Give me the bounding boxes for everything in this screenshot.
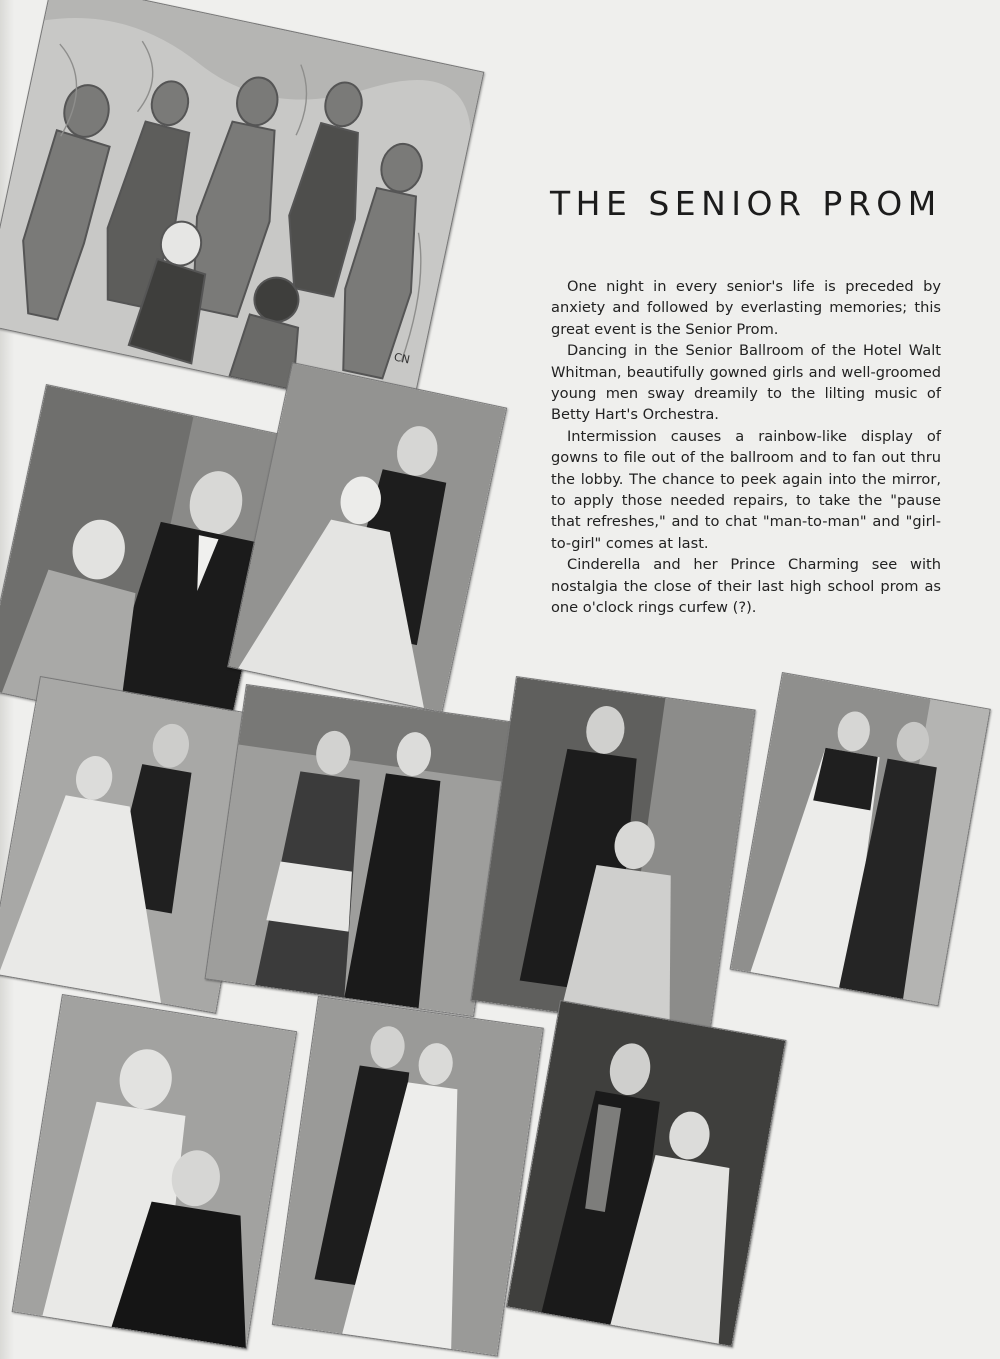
article-paragraph: Cinderella and her Prince Charming see with nostalgia the close of their last high school prom as one o'clock rings curfew (?). [551, 556, 941, 617]
prom-photo-4 [205, 684, 516, 1017]
article-paragraph: Intermission causes a rainbow-like display of gowns to file out of the ballroom and to fan out thru the lobby. The chance to peek again into the mirror, to apply those needed repairs, to take the "pause that refreshes," and to chat "man-to-man" and "girl-to-girl" comes at last. [551, 427, 941, 552]
couple-photo-icon [228, 363, 506, 712]
article-paragraph: One night in every senior's life is preceded by anxiety and followed by everlasting memories; this great event is the Senior Prom. [551, 278, 941, 338]
couple-photo-icon [471, 677, 754, 1033]
couple-photo-icon [507, 1001, 785, 1346]
couple-photo-icon [206, 685, 515, 1016]
prom-photo-8 [272, 996, 544, 1357]
artist-signature: CN [392, 350, 412, 367]
article-body [551, 276, 941, 619]
prom-photo-2 [227, 362, 507, 713]
prom-photo-9 [506, 1000, 787, 1347]
prom-photo-6 [730, 672, 991, 1006]
page-title: THE SENIOR PROM [550, 184, 942, 223]
dancers-sketch-icon [0, 0, 483, 415]
couple-photo-icon [13, 995, 296, 1348]
prom-photo-7 [12, 994, 297, 1349]
couple-photo-icon [273, 997, 543, 1355]
dancers-sketch-illustration [0, 0, 484, 416]
couple-photo-icon [731, 673, 990, 1005]
article-paragraph: Dancing in the Senior Ballroom of the Hotel Walt Whitman, beautifully gowned girls and well-groomed young men sway dreamily to the lilting music of Betty Hart's Orchestra. [551, 342, 941, 424]
prom-photo-5 [470, 676, 755, 1034]
